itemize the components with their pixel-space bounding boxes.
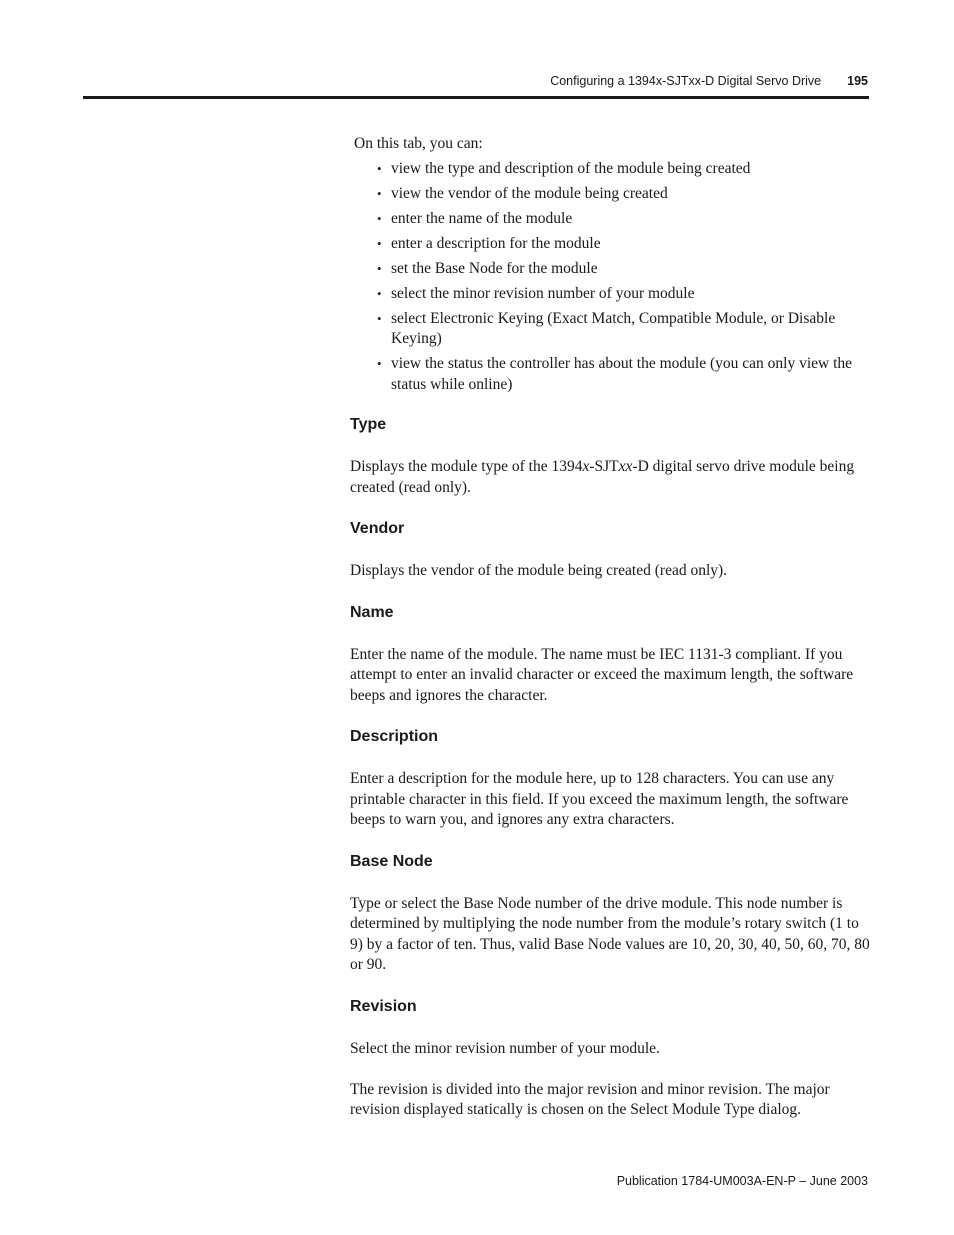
- section-text-type: Displays the module type of the 1394x-SJTxx-D digital servo drive module being created (read only).: [350, 458, 855, 496]
- section-text-revision-2: The revision is divided into the major revision and minor revision. The major revision displayed statically is chosen on the Select Module Type dialog.: [350, 1080, 830, 1118]
- list-item: • view the vendor of the module being created: [350, 184, 872, 205]
- bullet-icon: •: [377, 356, 382, 371]
- section-vendor: [350, 519, 872, 582]
- section-heading-vendor: Vendor: [350, 520, 405, 537]
- bullet-icon: •: [377, 235, 382, 251]
- list-item: • enter a description for the module: [350, 234, 872, 255]
- section-text-description: Enter a description for the module here, up to 128 characters. You can use any printable character in this field. If you exceed the maximum length, the software beeps to warn you, and ignores any extra characters.: [350, 770, 849, 828]
- list-item: • view the status the controller has about the module (you can only view the status while online): [377, 355, 853, 393]
- bullet-icon: •: [377, 310, 382, 326]
- section-revision: [350, 997, 872, 1121]
- section-heading-type: Type: [350, 416, 387, 433]
- list-item: • view the type and description of the module being created: [350, 159, 872, 180]
- bullet-icon: •: [377, 285, 382, 301]
- page-footer: Publication 1784-UM003A-EN-P – June 2003: [616, 1174, 868, 1188]
- bullet-icon: •: [377, 210, 382, 226]
- section-text-revision-1: Select the minor revision number of your module.: [350, 1039, 660, 1057]
- section-text-name: Enter the name of the module. The name must be IEC 1131-3 compliant. If you attempt to enter an invalid character or exceed the maximum length, the software beeps and ignores the character.: [350, 645, 854, 704]
- bullet-icon: •: [377, 260, 382, 276]
- section-description: [350, 727, 872, 831]
- page-header: [550, 74, 868, 88]
- section-heading-description: Description: [350, 728, 439, 745]
- main-content: [350, 134, 872, 1142]
- section-text-vendor: Displays the vendor of the module being created (read only).: [350, 562, 728, 579]
- page-number: 195: [847, 74, 868, 88]
- section-heading-base-node: Base Node: [350, 852, 433, 870]
- section-base-node: [350, 852, 872, 976]
- list-item: • select the minor revision number of your module: [350, 284, 872, 305]
- list-item: • enter the name of the module: [350, 209, 872, 230]
- header-title: Configuring a 1394x-SJTxx-D Digital Servo Drive: [550, 74, 822, 88]
- intro-text: On this tab, you can:: [354, 135, 483, 152]
- capability-list: [350, 159, 872, 396]
- list-item: • select Electronic Keying (Exact Match, Compatible Module, or Disable Keying): [377, 309, 836, 347]
- section-type: [350, 415, 872, 498]
- header-rule: [83, 96, 869, 99]
- bullet-icon: •: [377, 185, 382, 201]
- section-heading-name: Name: [350, 603, 394, 621]
- section-name: [350, 603, 872, 707]
- section-heading-revision: Revision: [350, 997, 417, 1015]
- section-text-base-node: Type or select the Base Node number of the drive module. This node number is determined by multiplying the node number from the module’s rotary switch (1 to 9) by a factor of ten. Thus, valid Base Node values are 10, 20, 30, 40, 50, 60, 70, 80 or 90.: [350, 894, 870, 973]
- bullet-icon: •: [377, 160, 382, 176]
- list-item: • set the Base Node for the module: [350, 259, 872, 280]
